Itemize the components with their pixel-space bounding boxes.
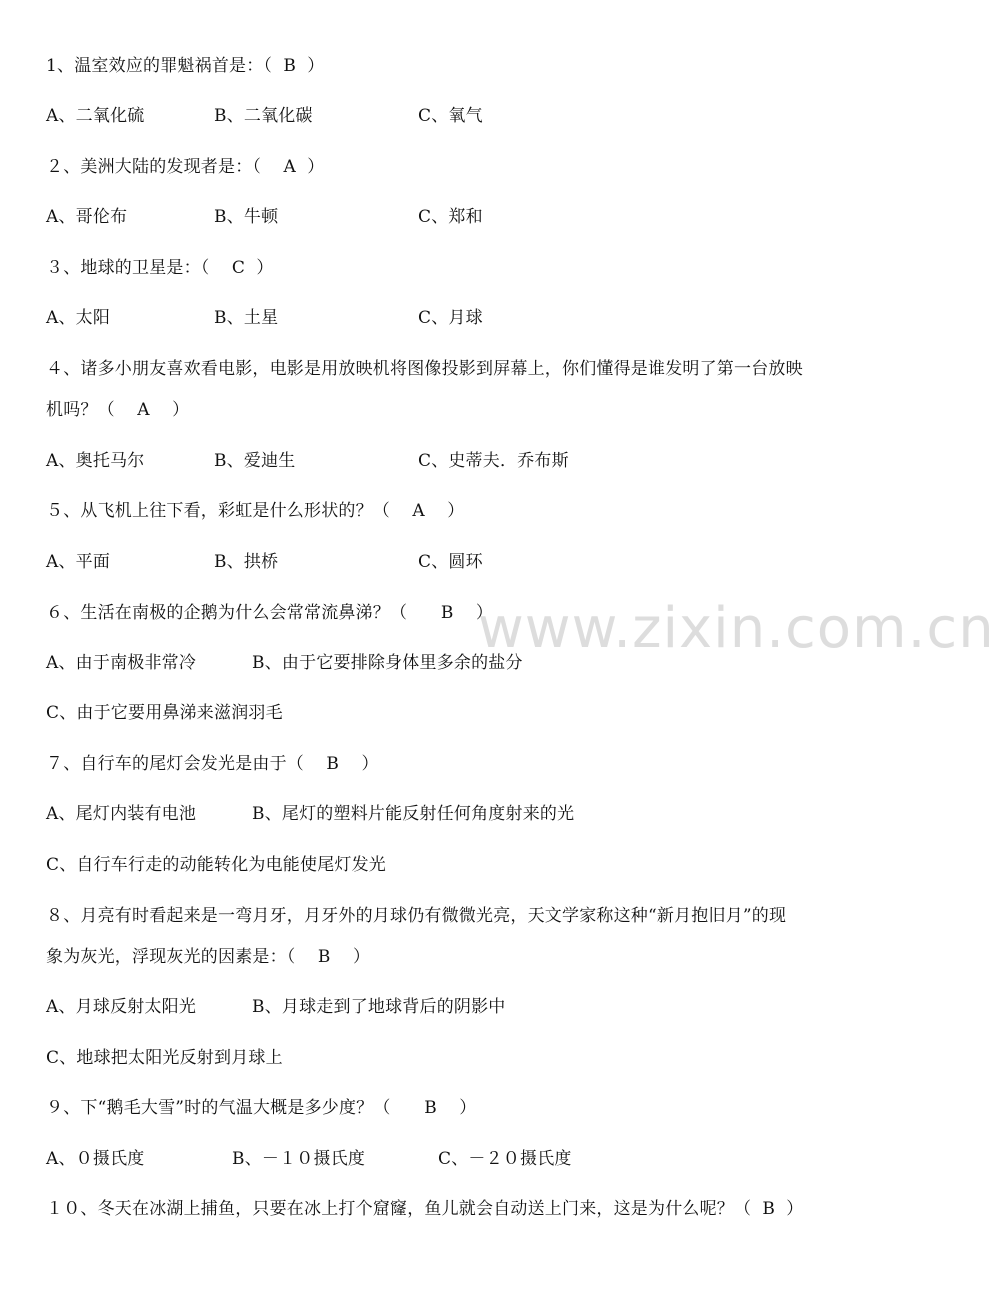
option-a: A、由于南极非常冷: [46, 653, 197, 673]
option-b: B、二氧化碳: [214, 106, 313, 126]
question-line: ４、诸多小朋友喜欢看电影，电影是用放映机将图像投影到屏幕上，你们懂得是谁发明了第一台放映: [46, 359, 803, 379]
option-a: A、尾灯内装有电池: [46, 804, 197, 824]
option-b: B、拱桥: [214, 552, 279, 572]
option-a: A、奥托马尔: [46, 451, 145, 471]
question-line: ８、月亮有时看起来是一弯月牙，月牙外的月球仍有微微光亮，天文学家称这种“新月抱旧月”的现: [46, 906, 787, 926]
question-line: ９、下“鹅毛大雪”时的气温大概是多少度？（ B ）: [46, 1098, 477, 1118]
question-line: 机吗？（ A ）: [46, 400, 190, 420]
option-b: B、牛顿: [214, 207, 279, 227]
question-line: ５、从飞机上往下看，彩虹是什么形状的？（ A ）: [46, 501, 465, 521]
question-line: ３、地球的卫星是：（ C ）: [46, 258, 274, 278]
option-c: C、郑和: [418, 207, 483, 227]
question-line: C、自行车行走的动能转化为电能使尾灯发光: [46, 855, 387, 875]
option-c: C、月球: [418, 308, 483, 328]
question-line: 1、温室效应的罪魁祸首是：（ B ）: [46, 56, 325, 76]
question-line: ６、生活在南极的企鹅为什么会常常流鼻涕？（ B ）: [46, 603, 494, 623]
option-c: C、－２０摄氏度: [438, 1149, 572, 1169]
option-a: A、二氧化硫: [46, 106, 145, 126]
question-line: C、由于它要用鼻涕来滋润羽毛: [46, 703, 283, 723]
question-line: C、地球把太阳光反射到月球上: [46, 1048, 283, 1068]
option-b: B、月球走到了地球背后的阴影中: [252, 997, 506, 1017]
option-a: A、平面: [46, 552, 111, 572]
option-c: C、史蒂夫．乔布斯: [418, 451, 569, 471]
option-a: A、太阳: [46, 308, 111, 328]
watermark: www.zixin.com.cn: [478, 596, 995, 661]
option-b: B、爱迪生: [214, 451, 296, 471]
option-a: A、哥伦布: [46, 207, 128, 227]
option-c: C、圆环: [418, 552, 483, 572]
option-b: B、尾灯的塑料片能反射任何角度射来的光: [252, 804, 575, 824]
option-a: A、０摄氏度: [46, 1149, 145, 1169]
question-line: １０、冬天在冰湖上捕鱼，只要在冰上打个窟窿，鱼儿就会自动送上门来，这是为什么呢？（ B ）: [46, 1199, 804, 1219]
option-b: B、由于它要排除身体里多余的盐分: [252, 653, 523, 673]
question-line: 象为灰光，浮现灰光的因素是：（ B ）: [46, 947, 371, 967]
option-b: B、土星: [214, 308, 279, 328]
option-c: C、氧气: [418, 106, 483, 126]
question-line: ２、美洲大陆的发现者是：（ A ）: [46, 157, 325, 177]
option-b: B、－１０摄氏度: [232, 1149, 366, 1169]
question-line: ７、自行车的尾灯会发光是由于（ B ）: [46, 754, 379, 774]
option-a: A、月球反射太阳光: [46, 997, 197, 1017]
